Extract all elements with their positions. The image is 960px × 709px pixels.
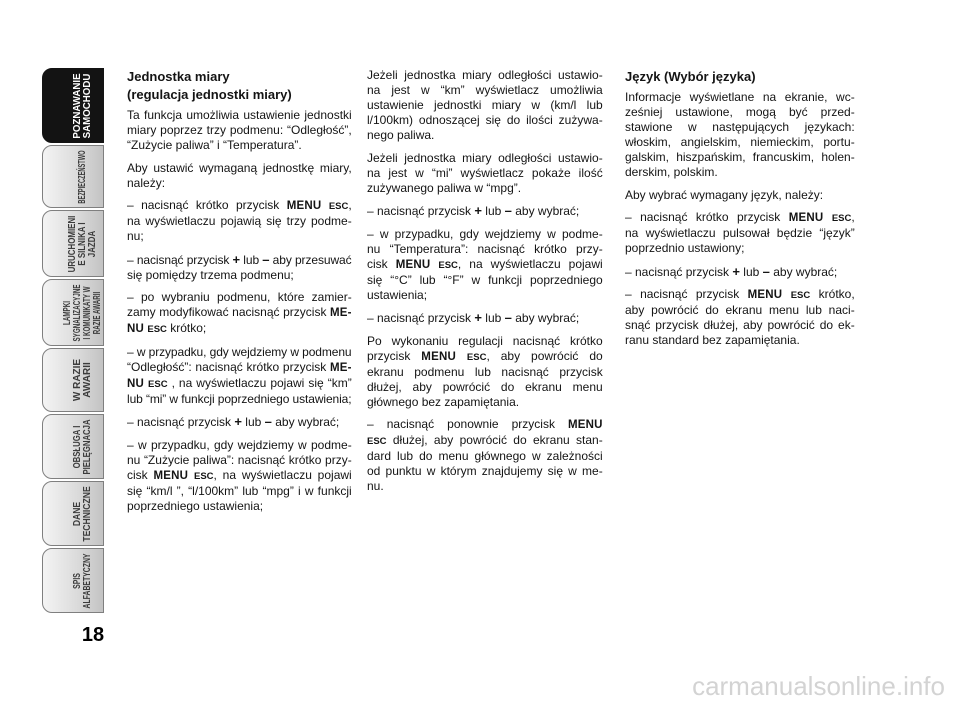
section-heading — [127, 68, 352, 104]
text-run: , — [348, 198, 352, 212]
button-symbol: – — [264, 414, 272, 429]
text-run: zamy modyfikować nacisnąć przycisk — [127, 305, 331, 319]
key-label-small: ESC — [367, 436, 387, 447]
text-column-right — [625, 68, 855, 356]
text-run: lub — [241, 415, 265, 429]
key-label: MENU — [395, 258, 431, 271]
text-run: , aby powrócić do — [486, 348, 603, 363]
text-line: na wyświetlaczu pulsował będzie “język” — [625, 226, 855, 240]
chapter-tab-label — [73, 419, 93, 474]
chapter-tab — [42, 68, 104, 143]
text-run: cisk — [127, 467, 154, 482]
paragraph — [127, 290, 352, 337]
key-label-small: ESC — [790, 290, 811, 301]
text-line — [127, 360, 352, 376]
paragraph — [625, 188, 855, 203]
text-line — [367, 203, 603, 219]
text-run: , na wyświetlaczu pojawi się “km” — [167, 375, 352, 390]
paragraph — [367, 151, 603, 196]
text-line — [367, 257, 603, 273]
chapter-tab-label-line: W RAZIE — [71, 358, 83, 402]
paragraph — [367, 203, 603, 219]
button-symbol: – — [762, 263, 770, 279]
key-label: MENU — [747, 289, 783, 301]
text-line: się “km/l ”, “l/100km” lub “mpg” i w funkcji — [127, 483, 352, 498]
text-run: – nacisnąć przycisk — [625, 264, 733, 279]
chapter-tab-label — [63, 284, 103, 341]
text-line — [625, 210, 855, 226]
text-line: ustawienia; — [367, 287, 428, 302]
button-symbol: + — [232, 251, 241, 267]
text-line — [127, 468, 352, 484]
paragraph — [367, 334, 603, 410]
text-line: ustawienie jednostki miary w (km/l lub — [367, 98, 603, 112]
text-line: nu “Zużycie paliwa”: nacisnąć krótko przy- — [127, 452, 352, 467]
text-line — [127, 321, 352, 337]
text-run — [321, 198, 328, 212]
paragraph — [625, 90, 855, 180]
text-run: lub — [481, 204, 505, 218]
button-symbol: + — [732, 263, 740, 279]
text-run: , — [851, 210, 855, 224]
text-line: ranu standard bez zapamiętania. — [625, 333, 800, 347]
paragraph — [625, 287, 855, 348]
key-label: MENU — [153, 469, 189, 482]
text-line — [127, 252, 352, 268]
text-line: ekranu podmenu lub nacisnąć przycisk — [367, 364, 603, 379]
paragraph — [127, 161, 352, 191]
text-run: – nacisnąć ponownie przycisk — [367, 417, 569, 431]
text-line: “Zużycie paliwa” i “Temperatura”. — [127, 138, 302, 152]
text-line: (regulacja jednostki miary) — [127, 87, 292, 102]
chapter-tab-label — [78, 150, 88, 203]
text-run: “Odległość”: nacisnąć krótko przycisk — [127, 359, 331, 374]
text-line: nu; — [127, 229, 144, 243]
key-label: MENU — [788, 212, 824, 224]
chapter-tab-label — [68, 215, 98, 272]
text-line — [367, 310, 603, 326]
paragraph — [127, 108, 352, 153]
key-label: NU — [127, 377, 145, 390]
text-line: nego paliwa. — [367, 128, 435, 142]
page-number: 18 — [81, 624, 105, 646]
text-line: – w przypadku, gdy wejdziemy w podme- — [367, 226, 603, 241]
text-line: Informacje wyświetlane na ekranie, wc- — [625, 90, 855, 104]
text-run: aby wybrać; — [511, 311, 580, 325]
text-run: – nacisnąć przycisk — [367, 311, 475, 325]
text-run: – nacisnąć przycisk — [625, 287, 748, 301]
chapter-tab-label — [73, 553, 93, 608]
text-run — [782, 287, 790, 301]
text-line: – w przypadku, gdy wejdziemy w podme- — [127, 437, 352, 452]
key-label: MENU — [421, 350, 456, 363]
paragraph — [127, 252, 352, 283]
text-line: nu “Temperatura”: nacisnąć krótko przy- — [367, 241, 603, 256]
text-line: – w przypadku, gdy wejdziemy w podmenu — [127, 344, 352, 359]
text-line — [127, 376, 352, 392]
text-line: Aby wybrać wymagany język, należy: — [625, 187, 824, 202]
chapter-tab-label-line: SYGNALIZACYJNE — [71, 283, 83, 342]
text-line: – po wybraniu podmenu, które zamier- — [127, 290, 352, 304]
text-line: głównego bez zapamiętania. — [367, 394, 520, 409]
text-run: lub — [739, 264, 763, 279]
text-run: aby przesuwać — [269, 252, 352, 267]
text-line: Jeżeli jednostka miary odległości ustawio- — [367, 68, 603, 82]
chapter-tab-label-line: URUCHOMIENI — [66, 215, 78, 272]
chapter-tab — [42, 414, 104, 479]
paragraph — [127, 414, 352, 430]
text-run — [456, 349, 467, 363]
paragraph — [367, 227, 603, 303]
text-line: ześniej ustawione, mogą być przed- — [625, 105, 855, 119]
text-line: włoskim, angielskim, niemieckim, portu- — [625, 135, 855, 149]
key-label: ME- — [330, 361, 352, 374]
text-run: lub — [240, 252, 263, 267]
text-line: stawione w następujących językach: — [625, 120, 855, 134]
text-column-middle — [367, 68, 603, 502]
button-symbol: – — [504, 203, 512, 218]
chapter-tab-label-line: LAMPKI — [61, 300, 73, 325]
text-run: – nacisnąć przycisk — [127, 252, 233, 267]
text-line: nu. — [367, 479, 384, 493]
text-line: od punktu w którym znajdujemy się w me- — [367, 464, 603, 478]
button-symbol: – — [262, 251, 270, 267]
text-line: dłużej, aby powrócić do ekranu menu — [367, 379, 603, 394]
text-line: się pomiędzy trzema podmenu; — [127, 267, 294, 282]
chapter-tab-label-line: RAZIE AWARII — [91, 291, 103, 334]
button-symbol: + — [474, 203, 482, 218]
text-run: aby wybrać; — [511, 204, 580, 218]
key-label-small: ESC — [148, 378, 168, 390]
chapter-tab-label — [73, 73, 93, 138]
chapter-tab-label-line: AWARII — [81, 362, 93, 398]
chapter-tab — [42, 348, 104, 412]
text-run: cisk — [367, 256, 396, 271]
text-run: – nacisnąć przycisk — [127, 415, 235, 429]
text-run: krótko, — [810, 287, 855, 301]
key-label-small: ESC — [831, 213, 852, 224]
chapter-tabs — [0, 0, 110, 709]
chapter-tab-label — [73, 359, 93, 401]
chapter-tab-label-line: PIELĘGNACJA — [81, 418, 93, 475]
chapter-tab-label — [73, 486, 93, 541]
key-label: MENU — [286, 200, 322, 212]
text-run: – nacisnąć krótko przycisk — [625, 210, 789, 224]
chapter-tab — [42, 210, 104, 277]
watermark: carmanualsonline.info — [692, 671, 945, 701]
paragraph — [127, 438, 352, 514]
text-line: Aby ustawić wymaganą jednostkę miary, — [127, 160, 352, 175]
chapter-tab-label-line: ALFABETYCZNY — [81, 552, 93, 609]
paragraph — [127, 345, 352, 407]
text-run: aby wybrać; — [769, 264, 838, 279]
text-line — [625, 264, 855, 280]
key-label-small: ESC — [193, 470, 214, 482]
chapter-tab-label-line: DANE — [71, 501, 83, 526]
key-label: ME- — [330, 307, 352, 319]
chapter-tab — [42, 145, 104, 208]
text-line: galskim, hiszpańskim, francuskim, holen- — [625, 150, 855, 164]
key-label-small: ESC — [466, 351, 487, 363]
text-run: – nacisnąć krótko przycisk — [127, 198, 287, 212]
paragraph — [367, 417, 603, 494]
paragraph — [367, 68, 603, 143]
chapter-tab-label-line: OBSŁUGA I — [71, 425, 83, 468]
text-run: , na wyświetlaczu pojawi — [457, 256, 603, 271]
button-symbol: + — [474, 310, 482, 325]
text-line: poprzedniego ustawienia; — [127, 498, 264, 513]
text-line: należy: — [127, 175, 166, 190]
text-line: na jest w “km” wyświetlacz umożliwia — [367, 83, 603, 97]
text-line: Język (Wybór języka) — [625, 69, 756, 84]
text-run: aby wybrać; — [271, 415, 340, 429]
chapter-tab-label-line: TECHNICZNE — [81, 485, 93, 542]
text-line — [127, 414, 352, 430]
text-line: Jeżeli jednostka miary odległości ustawio- — [367, 150, 603, 165]
text-line: miary poprzez trzy podmenu: “Odległość”, — [127, 123, 352, 137]
chapter-tab-label-line: BEZPIECZEŃSTWO — [76, 149, 88, 204]
text-line — [127, 305, 352, 321]
chapter-tab-label-line: SAMOCHODU — [81, 73, 93, 138]
paragraph — [127, 198, 352, 244]
text-line — [367, 349, 603, 365]
text-line: lub “mi” w funkcji poprzedniego ustawienia; — [127, 391, 352, 406]
text-line — [127, 198, 352, 214]
text-run: , na wyświetlaczu pojawi — [213, 467, 352, 482]
text-column-left — [127, 68, 352, 521]
section-heading — [625, 68, 855, 86]
chapter-tab — [42, 481, 104, 546]
text-line: Jednostka miary — [127, 69, 230, 84]
text-line: Po wykonaniu regulacji nacisnąć krótko — [367, 333, 603, 348]
chapter-tab-label-line: JAZDA — [86, 230, 98, 257]
text-line: zużywanego paliwa w “mpg”. — [367, 180, 522, 195]
key-label-small: ESC — [438, 259, 458, 271]
chapter-tab-label-line: I KOMUNIKATY W — [81, 286, 93, 339]
chapter-tab — [42, 548, 104, 613]
text-run: przycisk — [367, 348, 422, 363]
text-line: Ta funkcja umożliwia ustawienie jednostki — [127, 108, 352, 122]
paragraph — [367, 310, 603, 326]
paragraph — [625, 264, 855, 280]
text-line — [367, 417, 603, 433]
text-line — [367, 433, 603, 449]
button-symbol: + — [234, 414, 242, 429]
key-label: MENU — [568, 419, 603, 431]
text-line: dard lub do menu głównego w zależności — [367, 449, 603, 463]
chapter-tab-label-line: POZNAWANIE — [71, 72, 83, 139]
chapter-tab-label-line: SPIS — [71, 572, 83, 589]
paragraph — [625, 210, 855, 256]
text-run: krótko; — [166, 321, 207, 335]
text-run: lub — [481, 311, 505, 325]
text-line: snąć przycisk dłużej, aby powrócić do ek- — [625, 318, 855, 332]
text-line: na wyświetlaczu pojawią się trzy podme- — [127, 214, 352, 228]
chapter-tab-label-line: E SILNIKA I — [76, 221, 88, 266]
key-label-small: ESC — [147, 324, 167, 335]
button-symbol: – — [504, 310, 512, 325]
text-line: na jest w “mi” wyświetlacz pokaże ilość — [367, 165, 603, 180]
text-line — [625, 287, 855, 303]
text-run: – nacisnąć przycisk — [367, 204, 475, 218]
key-label-small: ESC — [328, 201, 349, 212]
text-run: dłużej, aby powrócić do ekranu stan- — [386, 433, 603, 447]
text-line: l/100km) odnoszącej się do ilości zużywa- — [367, 113, 603, 127]
key-label: NU — [127, 323, 145, 335]
text-line: poprzednio ustawiony; — [625, 241, 745, 255]
text-line: aby powrócić do ekranu menu lub naci- — [625, 303, 855, 317]
text-run — [823, 210, 831, 224]
text-line: się “°C” lub “°F” w funkcji poprzedniego — [367, 272, 603, 287]
text-line: derskim, polskim. — [625, 165, 718, 179]
chapter-tab — [42, 279, 104, 346]
